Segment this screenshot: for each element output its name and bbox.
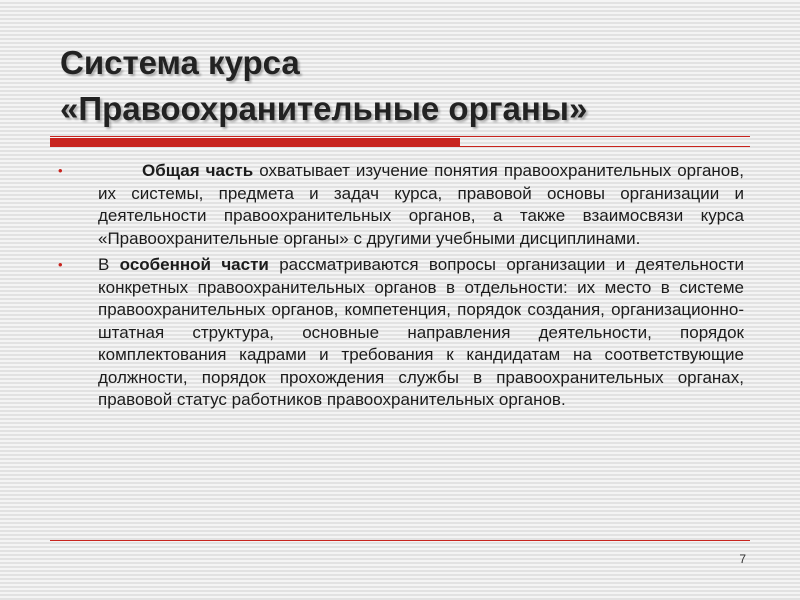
special-part-text: рассматриваются вопросы организации и деятельности конкретных правоохранительных органов в отдельности: их место в системе правоохранительных органов, компетенция, порядок создания, организационно-штатная структура, основные направления деятельности, порядок комплектования кадрами и требования к кандидатам на соответствующие должности, порядок прохождения службы в правоохранительных органах, правовой статус работников правоохранительных органов. <box>98 255 745 409</box>
slide-body <box>58 160 744 416</box>
general-part-text: охватывает изучение понятия правоохранительных органов, их системы, предмета и задач курса, правовой основы организации и деятельности правоохранительных органов, а также взаимосвязи курса «Правоохранительные органы» с другими учебными дисциплинами. <box>98 161 744 248</box>
page-number: 7 <box>739 552 746 566</box>
title-divider-thin-lower <box>460 146 750 147</box>
title-line-1: Система курса <box>60 44 300 81</box>
special-part-term: особенной части <box>119 255 269 274</box>
title-divider-thick <box>50 138 460 147</box>
bullet-icon: • <box>58 163 63 178</box>
special-part-lead: В <box>98 255 120 274</box>
bullet-icon: • <box>58 257 63 272</box>
title-divider-thin <box>50 136 750 137</box>
general-part-term: Общая часть <box>142 161 254 180</box>
slide-title <box>60 40 760 132</box>
bullet-paragraph-special <box>58 254 744 412</box>
bullet-paragraph-general <box>58 160 744 250</box>
title-line-2: «Правоохранительные органы» <box>60 90 588 127</box>
footer-divider <box>50 540 750 541</box>
